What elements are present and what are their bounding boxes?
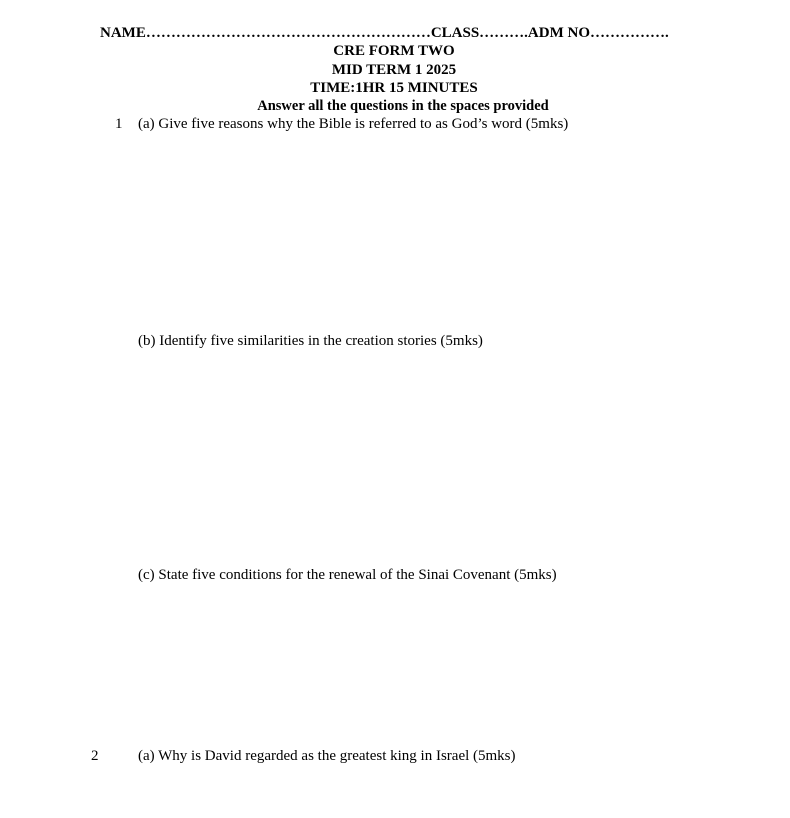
question-number: 2: [91, 748, 99, 764]
exam-instructions: Answer all the questions in the spaces provided: [257, 98, 549, 114]
question-number: 1: [115, 116, 123, 132]
question-part-text: (b) Identify five similarities in the creation stories (5mks): [138, 333, 483, 349]
exam-title: CRE FORM TWO: [333, 43, 455, 59]
question-part-text: (a) Why is David regarded as the greatest king in Israel (5mks): [138, 748, 516, 764]
exam-time: TIME:1HR 15 MINUTES: [310, 80, 478, 96]
question-part-text: (a) Give five reasons why the Bible is referred to as God’s word (5mks): [138, 116, 569, 132]
exam-term: MID TERM 1 2025: [331, 62, 457, 78]
question-part-text: (c) State five conditions for the renewal of the Sinai Covenant (5mks): [138, 567, 557, 583]
student-details-line: NAME…………………………………………………CLASS……….ADM NO…………….: [100, 25, 669, 41]
